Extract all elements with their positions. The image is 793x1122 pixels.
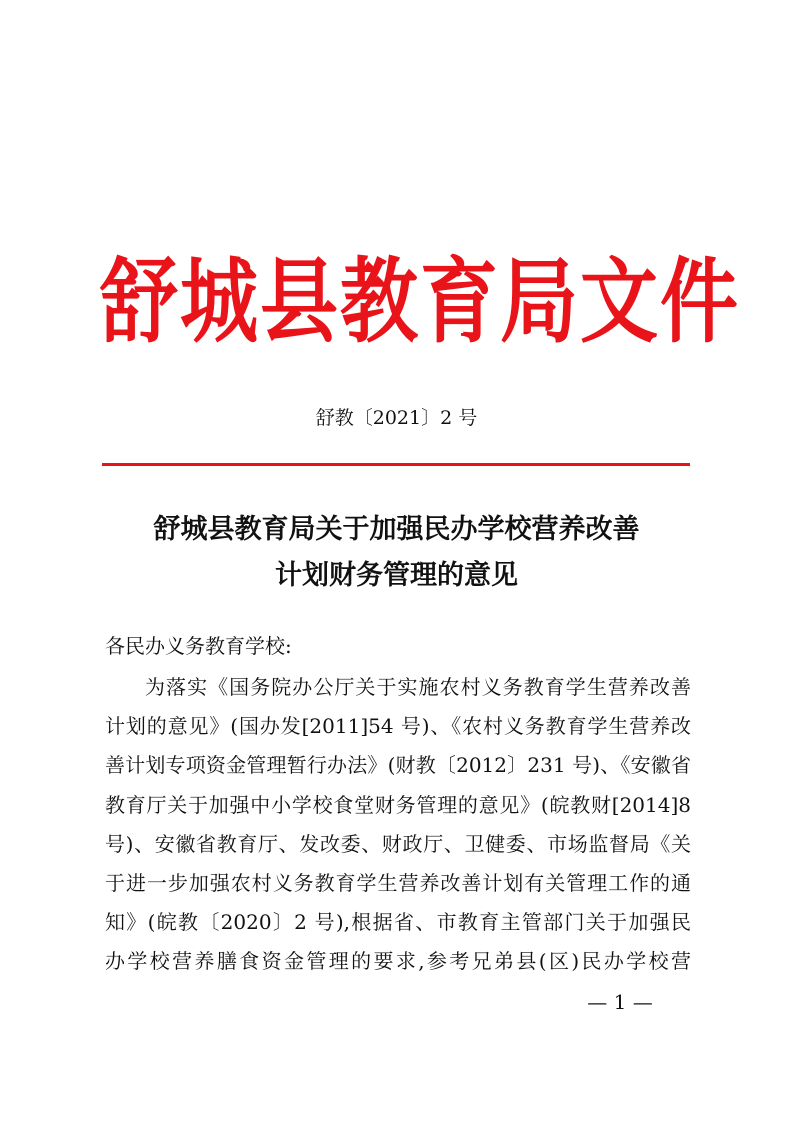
body-line: 办学校营养膳食资金管理的要求,参考兄弟县(区)民办学校营 — [105, 949, 691, 974]
document-title-line-1: 舒城县教育局关于加强民办学校营养改善 — [153, 514, 640, 545]
page-number: — 1 — — [587, 990, 653, 1014]
body-line: 于进一步加强农村义务教育学生营养改善计划有关管理工作的通 — [105, 870, 691, 895]
document-number: 舒教〔2021〕2 号 — [315, 407, 478, 429]
body-line: 号)、安徽省教育厅、发改委、财政厅、卫健委、市场监督局《关 — [105, 831, 691, 856]
masthead-title: 舒城县教育局文件 — [100, 249, 741, 357]
body-line: 为落实《国务院办公厅关于实施农村义务教育学生营养改善 — [145, 675, 691, 699]
document-title — [90, 507, 703, 599]
red-divider-line — [102, 463, 690, 466]
body-line: 知》(皖教〔2020〕2 号),根据省、市教育主管部门关于加强民 — [105, 910, 691, 935]
body-line: 善计划专项资金管理暂行办法》(财教〔2012〕231 号)、《安徽省 — [105, 753, 691, 778]
body-line: 计划的意见》(国办发[2011]54 号)、《农村义务教育学生营养改 — [105, 714, 691, 739]
body-paragraph — [105, 668, 691, 982]
document-title-line-2: 计划财务管理的意见 — [275, 560, 518, 591]
salutation: 各民办义务教育学校: — [105, 634, 292, 658]
body-line: 教育厅关于加强中小学校食堂财务管理的意见》(皖教财[2014]8 — [105, 792, 691, 817]
